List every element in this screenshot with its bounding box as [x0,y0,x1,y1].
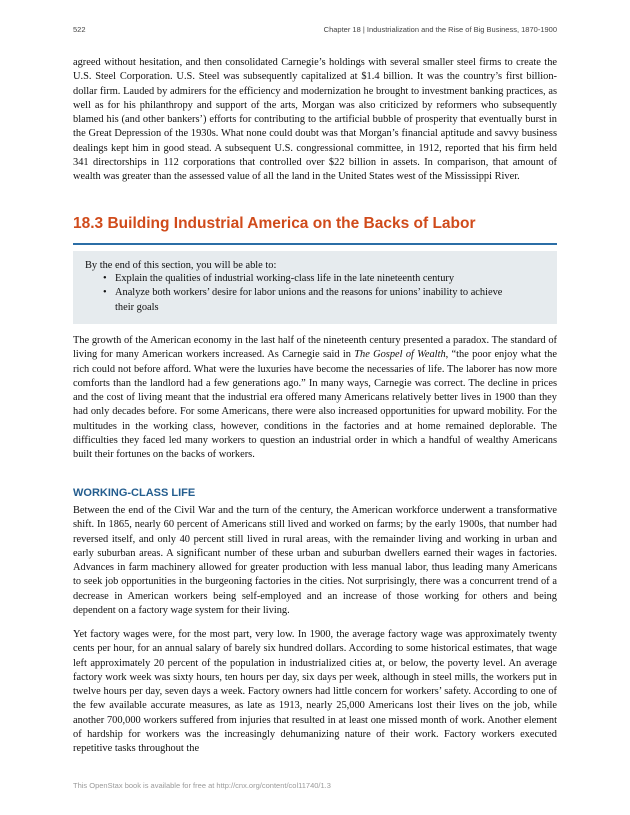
paragraph-wages: Yet factory wages were, for the most part, very low. In 1900, the average factory wage was approximately twenty cents per hour, for an annual salary of barely six hundred dollars. According to some historical estimates, that wage left approximately 20 percent of the population in industrialized cities at, or below, the poverty level. An average factory work week was sixty hours, ten hours per day, six days per week, although in steel mills, the workers put in twelve hours per day, seven days a week. Factory owners had little concern for workers’ safety. According to one of the few available accurate measures, as late as 1913, nearly 25,000 Americans lost their lives on the job, while another 700,000 workers suffered from injuries that resulted in at least one missed month of work. Another element of hardship for workers was the increasingly dehumanizing nature of their work. Factory workers executed repetitive tasks throughout the [73,629,557,755]
page-number: 522 [73,25,86,34]
paragraph-morgan: agreed without hesitation, and then consolidated Carnegie’s holdings with several smaller steel firms to create the U.S. Steel Corporation. U.S. Steel was subsequently capitalized at $1.4 billion. It was the country’s first billion-dollar firm. Lauded by admirers for the efficiency and modernization he brought to investment banking practices, as well as for his philanthropy and support of the arts, Morgan was also criticized by reformers who subsequently blamed his (and other bankers’) efforts for contributing to the artificial bubble of prosperity that eventually burst in the Great Depression of the 1930s. What none could doubt was that Morgan’s financial aptitude and savvy business dealings kept him in good stead. A subsequent U.S. congressional committee, in 1912, reported that his firm held 341 directorships in 112 corporations that controlled over $22 billion in assets. In comparison, that amount of wealth was greater than the assessed value of all the land in the United States west of the Mississippi River. [73,57,557,183]
book-title: The Gospel of Wealth [354,349,446,361]
footer-note: This OpenStax book is available for free at http://cnx.org/content/col11740/1.3 [73,781,331,790]
chapter-header: Chapter 18 | Industrialization and the Rise of Big Business, 1870-1900 [323,25,557,34]
subheading: WORKING-CLASS LIFE [73,487,196,499]
paragraph-text: The growth of the American economy in the last half of the nineteenth century presented a paradox. The standard of living for many American workers increased. As Carnegie said in [73,335,557,361]
learning-objectives-box [73,251,557,324]
objective-item: • Analyze both workers’ desire for labor unions and the reasons for unions’ inability to achieve their goals [103,286,508,315]
section-title: 18.3 Building Industrial America on the Backs of Labor [73,215,476,232]
objectives-list [103,272,508,315]
paragraph-paradox [73,334,557,463]
paragraph-text: , “the poor enjoy what the rich could not before afford. What were the luxuries have become the necessaries of life. The laborer has now more comforts than the landlord had a few generations ago.” In many ways, Carnegie was correct. The decline in prices and the cost of living meant that the industrial era offered many Americans relatively better lives in 1900 than they had only decades before. For some Americans, there were also increased opportunities for upward mobility. For the multitudes in the working class, however, conditions in the factories and at home remained deplorable. The difficulties they faced led many workers to question an industrial order in which a handful of wealthy Americans built their fortunes on the backs of workers. [73,349,557,461]
objective-item: • Explain the qualities of industrial working-class life in the late nineteenth century [103,272,508,286]
section-divider [73,243,557,245]
paragraph-workforce: Between the end of the Civil War and the turn of the century, the American workforce underwent a transformative shift. In 1865, nearly 60 percent of Americans still lived and worked on farms; by the early 1900s, that number had reversed itself, and only 40 percent still lived in rural areas, with the remainder living and working in urban and early suburban areas. A significant number of these urban and suburban dwellers earned their wages in factories. Advances in farm machinery allowed for greater production with less manual labor, thus leading many Americans to seek job opportunities in the burgeoning factories in the cities. Not surprisingly, there was a concurrent trend of a decrease in American workers being self-employed and an increase of those working for others and being dependent on a factory wage system for their living. [73,505,557,617]
objectives-intro: By the end of this section, you will be able to: [85,260,277,271]
